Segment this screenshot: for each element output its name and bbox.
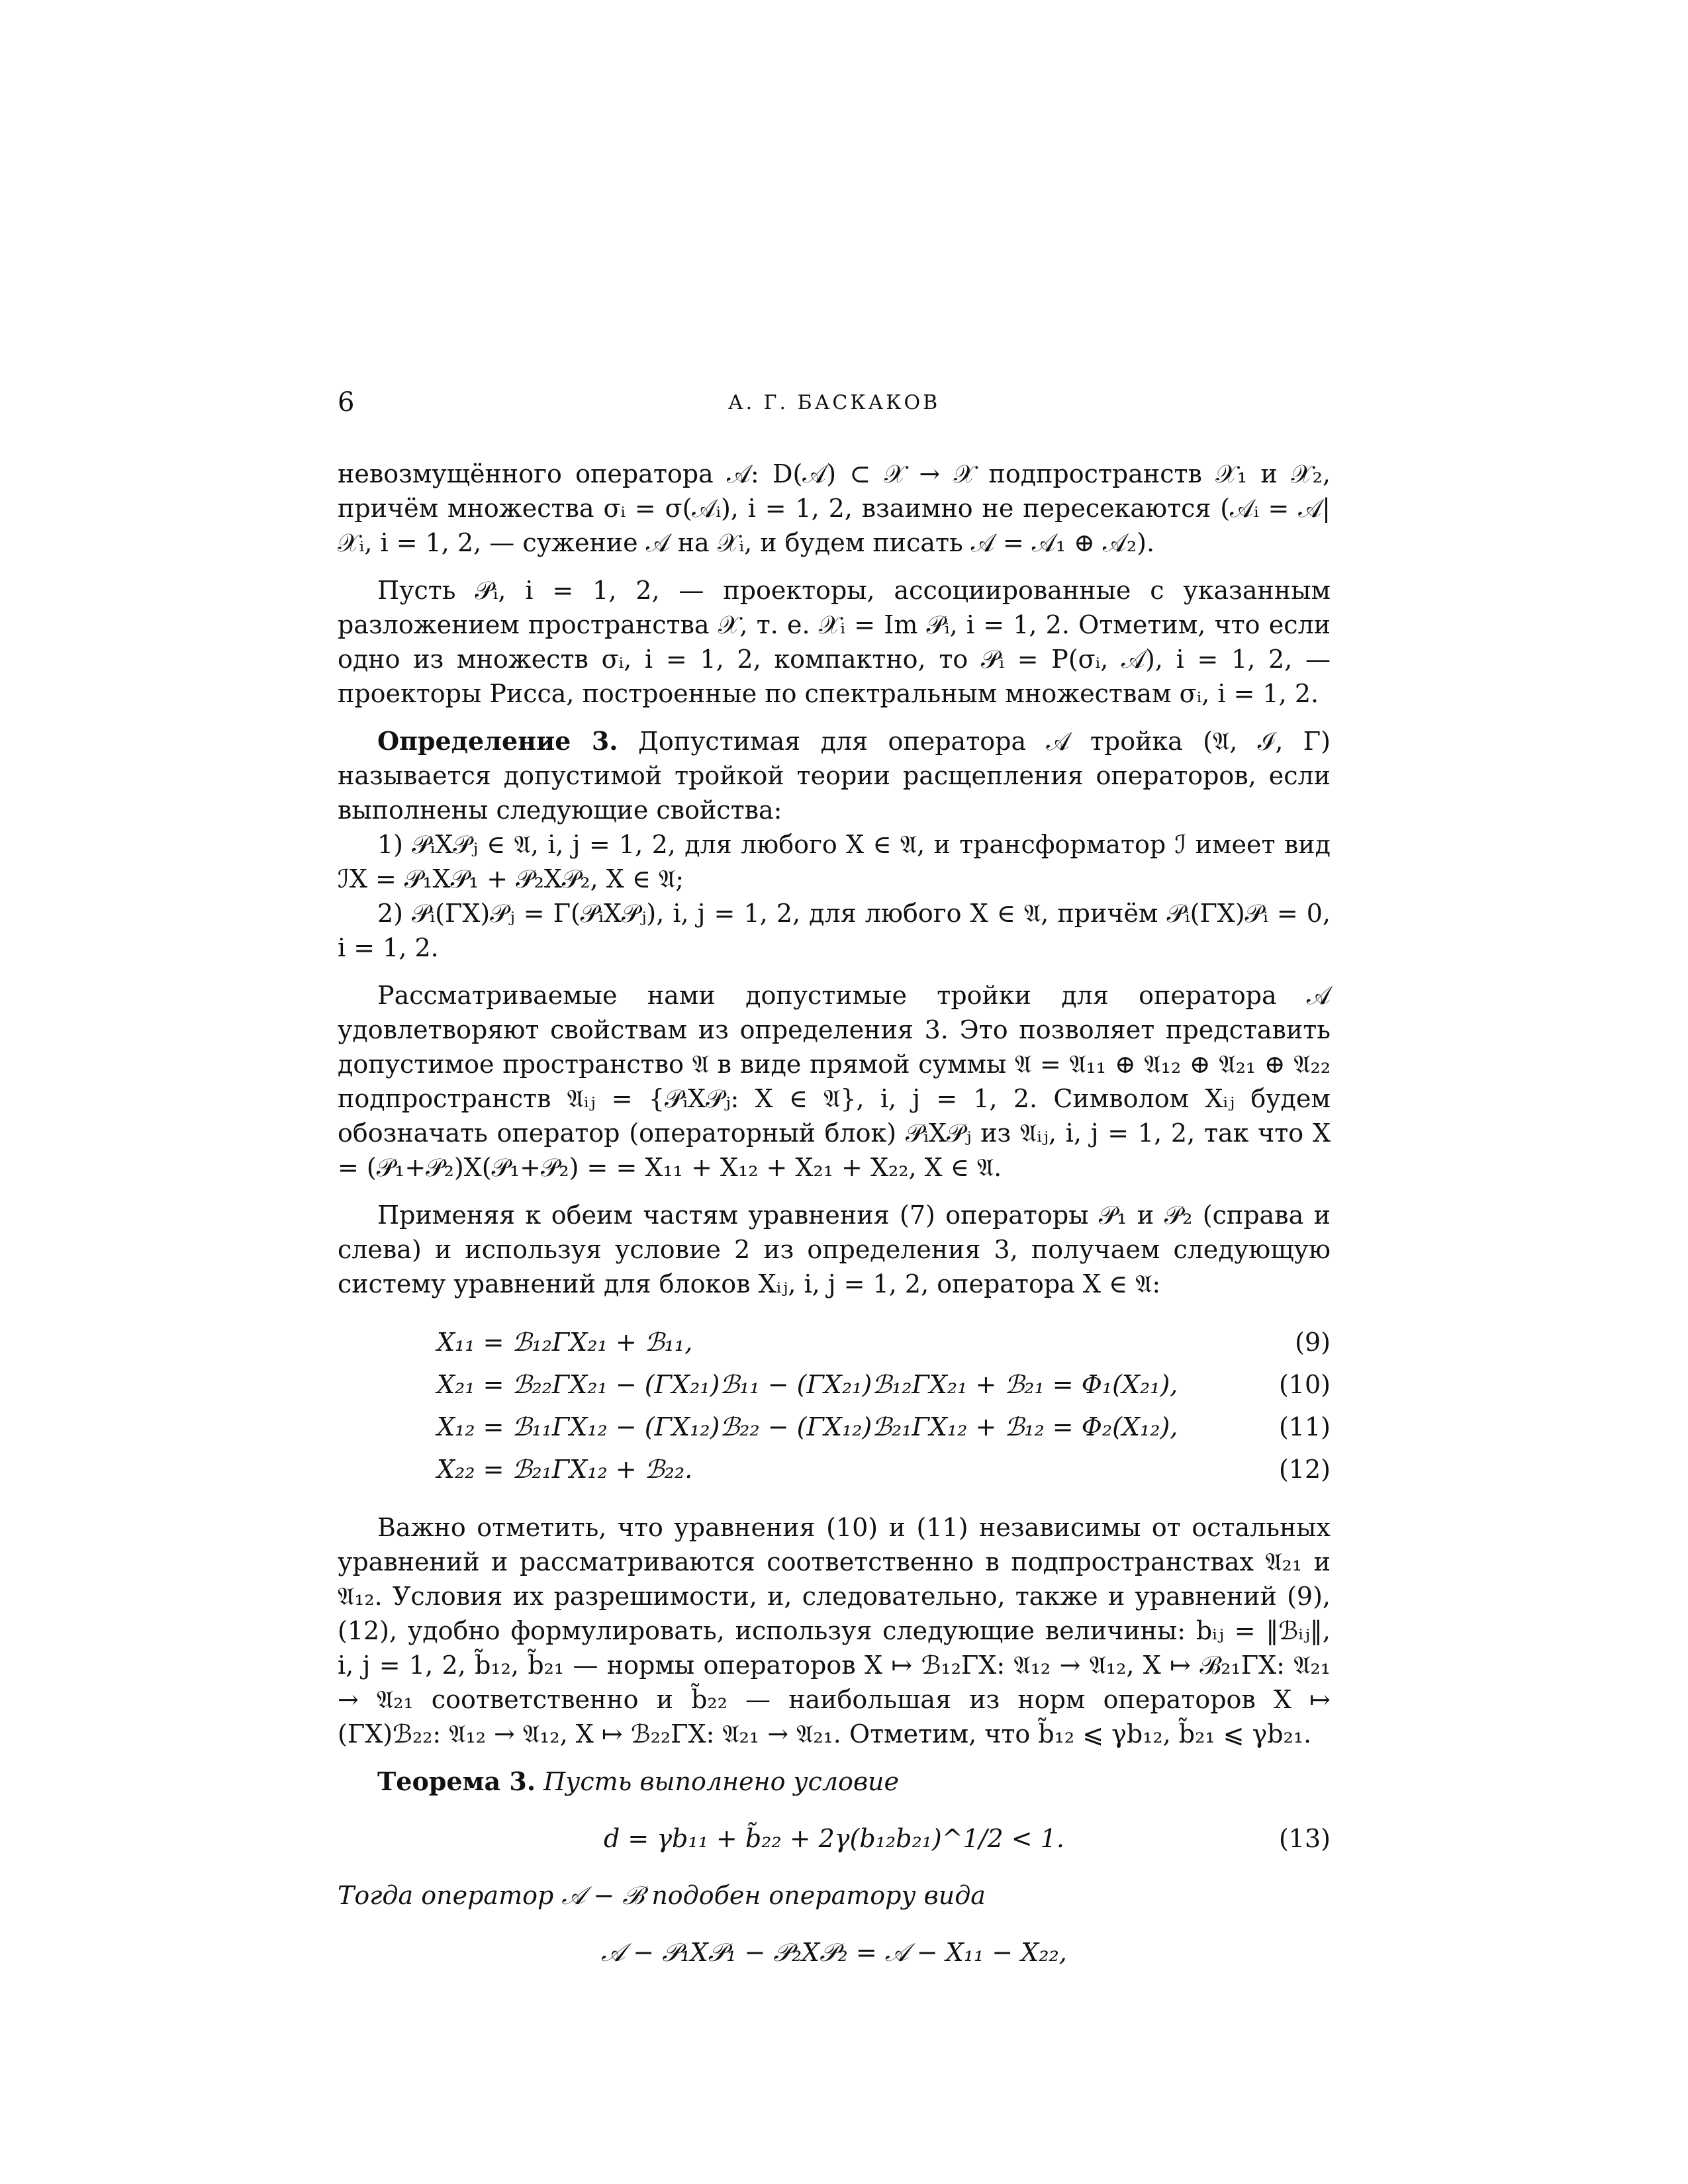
paragraph-2: Пусть 𝒫ᵢ, i = 1, 2, — проекторы, ассоциированные с указанным разложением пространства 𝒳, т. е. 𝒳ᵢ = Im 𝒫ᵢ, i = 1, 2. Отметим, что если одно из множеств σᵢ, i = 1, 2, компактно, то 𝒫ᵢ = P(σᵢ, 𝒜), i = 1, 2, — проекторы Рисса, построенные по спектральным множествам σᵢ, i = 1, 2. [338, 576, 1331, 708]
equation-12 [338, 1448, 1331, 1490]
equation-similar-operator: 𝒜 − 𝒫₁X𝒫₁ − 𝒫₂X𝒫₂ = 𝒜 − X₁₁ − X₂₂, [601, 1938, 1067, 1967]
page-body [338, 457, 1331, 1979]
equation-expression: X₁₁ = ℬ₁₂ΓX₂₁ + ℬ₁₁, [437, 1328, 693, 1357]
definition-label: Определение 3. [377, 726, 618, 756]
equation-13 [338, 1812, 1331, 1865]
page-number: 6 [338, 387, 355, 418]
paragraph-3: Рассматриваемые нами допустимые тройки для оператора 𝒜 удовлетворяют свойствам из определения 3. Это позволяет представить допустимое пространство 𝔄 в виде прямой суммы 𝔄 = 𝔄₁₁ ⊕ 𝔄₁₂ ⊕ 𝔄₂₁ ⊕ 𝔄₂₂ подпространств 𝔄ᵢⱼ = {𝒫ᵢX𝒫ⱼ: X ∈ 𝔄}, i, j = 1, 2. Символом Xᵢⱼ будем обозначать оператор (операторный блок) 𝒫ᵢX𝒫ⱼ из 𝔄ᵢⱼ, i, j = 1, 2, так что X = (𝒫₁+𝒫₂)X(𝒫₁+𝒫₂) = = X₁₁ + X₁₂ + X₂₁ + X₂₂, X ∈ 𝔄. [338, 981, 1331, 1182]
equation-system [338, 1321, 1331, 1490]
theorem-3 [338, 1764, 1331, 1799]
equation-number: (9) [1295, 1328, 1331, 1357]
paragraph-4: Применяя к обеим частям уравнения (7) операторы 𝒫₁ и 𝒫₂ (справа и слева) и используя условие 2 из определения 3, получаем следующую систему уравнений для блоков Xᵢⱼ, i, j = 1, 2, оператора X ∈ 𝔄: [338, 1201, 1331, 1298]
equation-expression: X₂₂ = ℬ₂₁ΓX₁₂ + ℬ₂₂. [437, 1455, 693, 1484]
equation-10 [338, 1363, 1331, 1406]
equation-11 [338, 1406, 1331, 1448]
paragraph-1: невозмущённого оператора 𝒜: D(𝒜) ⊂ 𝒳 → 𝒳 подпространств 𝒳₁ и 𝒳₂, причём множества σᵢ = σ(𝒜ᵢ), i = 1, 2, взаимно не пересекаются (𝒜ᵢ = 𝒜|𝒳ᵢ, i = 1, 2, — сужение 𝒜 на 𝒳ᵢ, и будем писать 𝒜 = 𝒜₁ ⊕ 𝒜₂). [338, 459, 1331, 557]
equation-9 [338, 1321, 1331, 1363]
equation-expression: X₁₂ = ℬ₁₁ΓX₁₂ − (ΓX₁₂)ℬ₂₂ − (ΓX₁₂)ℬ₂₁ΓX₁₂ + ℬ₁₂ = Φ₂(X₁₂), [437, 1412, 1178, 1441]
equation-expression: d = γb₁₁ + b̃₂₂ + 2γ(b₁₂b₂₁)^1/2 < 1. [604, 1824, 1064, 1853]
theorem-label: Теорема 3. [377, 1766, 536, 1796]
theorem-text: Пусть выполнено условие [536, 1767, 900, 1796]
equation-expression: X₂₁ = ℬ₂₂ΓX₂₁ − (ΓX₂₁)ℬ₁₁ − (ΓX₂₁)ℬ₁₂ΓX₂₁ + ℬ₂₁ = Φ₁(X₂₁), [437, 1370, 1178, 1399]
running-head: А. Г. БАСКАКОВ [727, 391, 941, 414]
definition-item-1: 1) 𝒫ᵢX𝒫ⱼ ∈ 𝔄, i, j = 1, 2, для любого X ∈ 𝔄, и трансформатор ℐ имеет вид ℐX = 𝒫₁X𝒫₁ + 𝒫₂X𝒫₂, X ∈ 𝔄; [338, 830, 1331, 893]
page-header [338, 387, 1331, 420]
equation-number: (12) [1278, 1455, 1331, 1484]
definition-3 [338, 724, 1331, 827]
definition-item-2: 2) 𝒫ᵢ(ΓX)𝒫ⱼ = Γ(𝒫ᵢX𝒫ⱼ), i, j = 1, 2, для любого X ∈ 𝔄, причём 𝒫ᵢ(ΓX)𝒫ᵢ = 0, i = 1, 2. [338, 899, 1331, 962]
equation-number: (13) [1278, 1824, 1331, 1853]
equation-number: (11) [1278, 1412, 1331, 1441]
paragraph-5: Важно отметить, что уравнения (10) и (11) независимы от остальных уравнений и рассматриваются соответственно в подпространствах 𝔄₂₁ и 𝔄₁₂. Условия их разрешимости, и, следовательно, также и уравнений (9), (12), удобно формулировать, используя следующие величины: bᵢⱼ = ‖ℬᵢⱼ‖, i, j = 1, 2, b̃₁₂, b̃₂₁ — нормы операторов X ↦ ℬ₁₂ΓX: 𝔄₁₂ → 𝔄₁₂, X ↦ ℬ₂₁ΓX: 𝔄₂₁ → 𝔄₂₁ соответственно и b̃₂₂ — наибольшая из норм операторов X ↦ (ΓX)ℬ₂₂: 𝔄₁₂ → 𝔄₁₂, X ↦ ℬ₂₂ΓX: 𝔄₂₁ → 𝔄₂₁. Отметим, что b̃₁₂ ⩽ γb₁₂, b̃₂₁ ⩽ γb₂₁. [338, 1513, 1331, 1749]
theorem-conclusion: Тогда оператор 𝒜 − ℬ подобен оператору вида [338, 1881, 986, 1910]
equation-number: (10) [1278, 1370, 1331, 1399]
definition-text: Допустимая для оператора 𝒜 тройка (𝔄, ℐ, Γ) называется допустимой тройкой теории расщепления операторов, если выполнены следующие свойства: [338, 727, 1331, 825]
